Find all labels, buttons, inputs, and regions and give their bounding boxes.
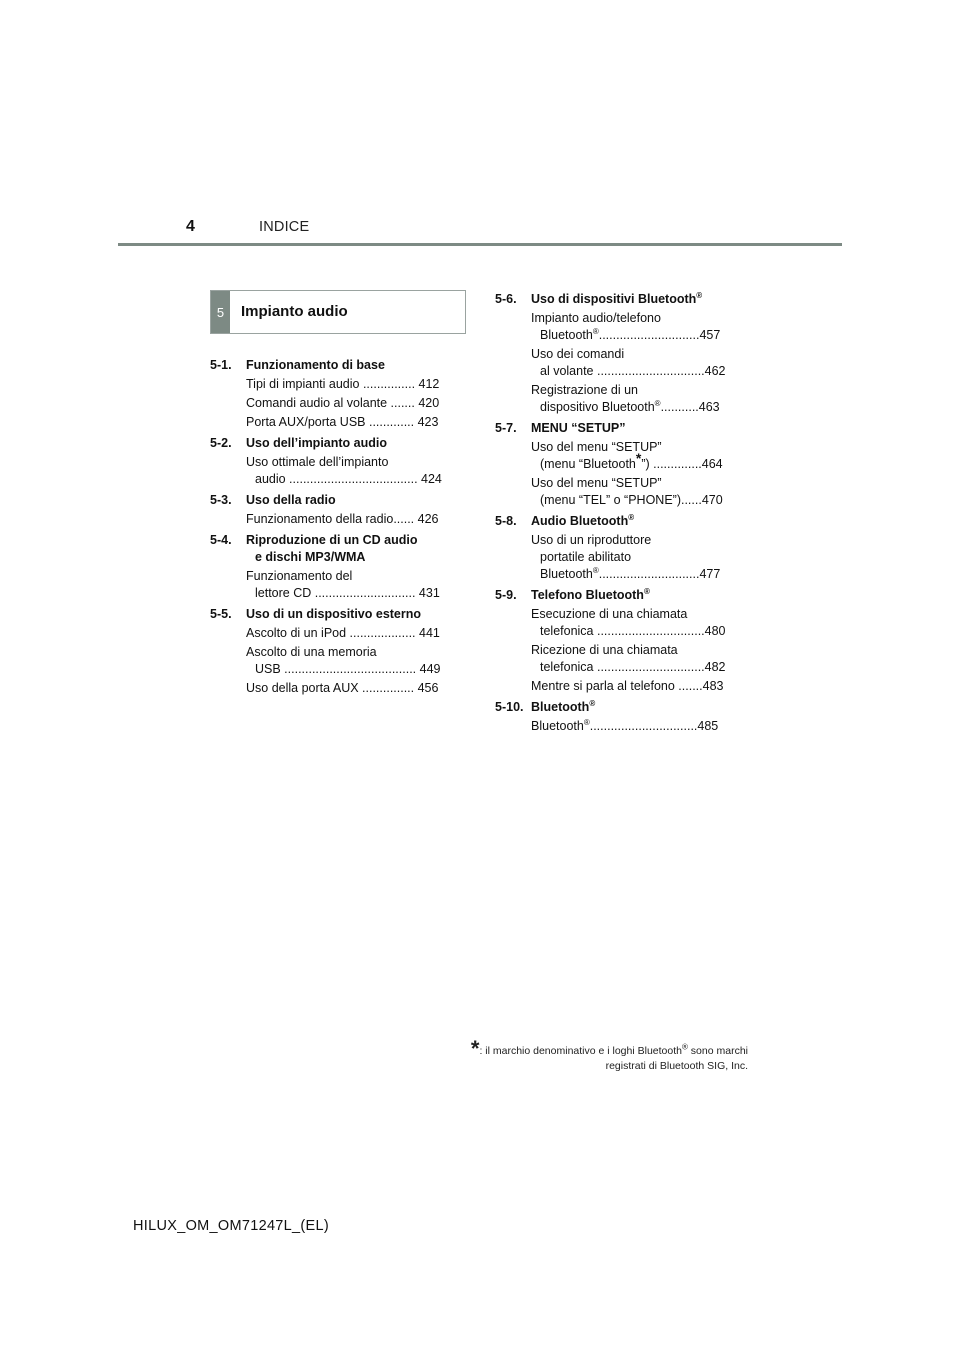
chapter-number: 5-9. [495,588,517,602]
toc-entry-text: (menu “Bluetooth [540,457,636,471]
page-number: 4 [186,218,195,235]
chapter-title: Telefono Bluetooth [531,588,644,602]
toc-entry-text: Mentre si parla al telefono .......483 [531,679,724,693]
registered-mark: ® [592,326,599,336]
footnote-text: registrati di Bluetooth SIG, Inc. [605,1060,748,1072]
registered-mark: ® [654,398,661,408]
footnote [420,1036,748,1074]
registered-mark: ® [681,1042,688,1052]
toc-entry-text: USB ...................................... 449 [255,662,441,676]
chapter-number: 5-5. [210,607,232,621]
chapter-number: 5-1. [210,358,232,372]
toc-entry-page: .............................457 [598,328,721,342]
toc-entry-text: Esecuzione di una chiamata [531,607,688,621]
toc-chapter [495,513,742,530]
toc-chapter [495,699,742,716]
toc-entry[interactable] [246,644,457,678]
registered-mark: ® [583,717,590,727]
registered-mark: ® [643,586,650,596]
toc-entry-page: ...............................485 [589,719,719,733]
header-rule [118,243,842,246]
toc-entry-page: ”) ..............464 [641,457,723,471]
toc-entry-text: Bluetooth [540,328,593,342]
chapter-number: 5-4. [210,533,232,547]
chapter-number: 5-7. [495,421,517,435]
toc-left-column [210,353,457,697]
toc-entry-text: Ricezione di una chiamata [531,643,678,657]
toc-entry-text: Impianto audio/telefono [531,311,661,325]
toc-chapter [210,492,457,509]
toc-entry-text: al volante ...............................462 [540,364,726,378]
toc-entry-text: Registrazione di un [531,383,639,397]
toc-chapter [495,291,742,308]
toc-entry-text: dispositivo Bluetooth [540,400,655,414]
toc-chapter [210,357,457,374]
toc-entry[interactable] [246,511,457,528]
registered-mark: ® [696,290,703,300]
chapter-title: Uso dell’impianto audio [246,436,387,450]
toc-chapter [210,532,457,566]
chapter-title: Uso della radio [246,493,336,507]
toc-entry-text: Uso della porta AUX ............... 456 [246,681,439,695]
toc-entry[interactable] [246,376,457,393]
toc-entry[interactable] [531,606,742,640]
toc-entry-text: Uso di un riproduttore [531,533,652,547]
toc-entry-text: audio ..................................... 424 [255,472,442,486]
chapter-number: 5-6. [495,292,517,306]
section-heading-box [210,290,466,334]
toc-entry[interactable] [531,382,742,416]
registered-mark: ® [589,698,596,708]
toc-entry-text: telefonica ...............................482 [540,660,726,674]
chapter-title: Uso di un dispositivo esterno [246,607,422,621]
toc-entry-text: Ascolto di una memoria [246,645,377,659]
chapter-number: 5-8. [495,514,517,528]
toc-entry[interactable] [246,625,457,642]
toc-entry[interactable] [531,310,742,344]
chapter-title: Funzionamento di base [246,358,385,372]
chapter-title: Bluetooth [531,700,590,714]
toc-entry-text: Funzionamento del [246,569,353,583]
toc-chapter [210,435,457,452]
toc-entry[interactable] [531,532,742,583]
toc-entry-text: Bluetooth [531,719,584,733]
toc-entry-text: portatile abilitato [540,550,632,564]
toc-entry[interactable] [531,439,742,473]
toc-entry[interactable] [246,568,457,602]
toc-entry-text: Porta AUX/porta USB ............. 423 [246,415,439,429]
toc-entry[interactable] [531,475,742,509]
toc-entry[interactable] [531,642,742,676]
toc-entry[interactable] [246,680,457,697]
registered-mark: ® [628,512,635,522]
registered-mark: ® [592,565,599,575]
chapter-title: MENU “SETUP” [531,421,626,435]
toc-entry-text: Uso del menu “SETUP” [531,440,662,454]
footnote-text: : il marchio denominativo e i loghi Bluetooth [479,1045,682,1057]
toc-entry-page: ...........463 [660,400,720,414]
toc-entry-text: Uso ottimale dell’impianto [246,455,389,469]
toc-entry-text: Uso dei comandi [531,347,625,361]
header-title: INDICE [259,219,310,235]
toc-entry-text: (menu “TEL” o “PHONE”)......470 [540,493,723,507]
toc-chapter [495,420,742,437]
toc-entry-text: telefonica ...............................480 [540,624,726,638]
toc-chapter [495,587,742,604]
toc-entry-text: Uso del menu “SETUP” [531,476,662,490]
section-number-tab: 5 [211,291,230,333]
toc-entry-text: Funzionamento della radio...... 426 [246,512,439,526]
chapter-title-continued: e dischi MP3/WMA [255,550,366,564]
toc-entry[interactable] [531,346,742,380]
chapter-number: 5-2. [210,436,232,450]
toc-entry-text: Bluetooth [540,567,593,581]
toc-entry[interactable] [246,454,457,488]
document-code: HILUX_OM_OM71247L_(EL) [133,1218,329,1234]
section-title: Impianto audio [241,303,348,320]
asterisk-mark: * [470,1036,480,1061]
chapter-title: Uso di dispositivi Bluetooth [531,292,697,306]
toc-entry-page: .............................477 [598,567,721,581]
asterisk-mark: * [635,449,642,466]
toc-entry[interactable] [246,414,457,431]
toc-chapter [210,606,457,623]
toc-entry-text: Tipi di impianti audio ............... 412 [246,377,440,391]
chapter-number: 5-3. [210,493,232,507]
chapter-title: Riproduzione di un CD audio [246,533,418,547]
toc-entry[interactable] [531,718,742,735]
toc-entry[interactable] [246,395,457,412]
footnote-text: sono marchi [687,1045,748,1057]
toc-entry-text: Ascolto di un iPod ................... 441 [246,626,440,640]
toc-entry-text: Comandi audio al volante ....... 420 [246,396,440,410]
toc-entry-text: lettore CD ............................. 431 [255,586,440,600]
chapter-title: Audio Bluetooth [531,514,629,528]
toc-entry[interactable] [531,678,742,695]
chapter-number: 5-10. [495,700,524,714]
toc-right-column [495,287,742,735]
